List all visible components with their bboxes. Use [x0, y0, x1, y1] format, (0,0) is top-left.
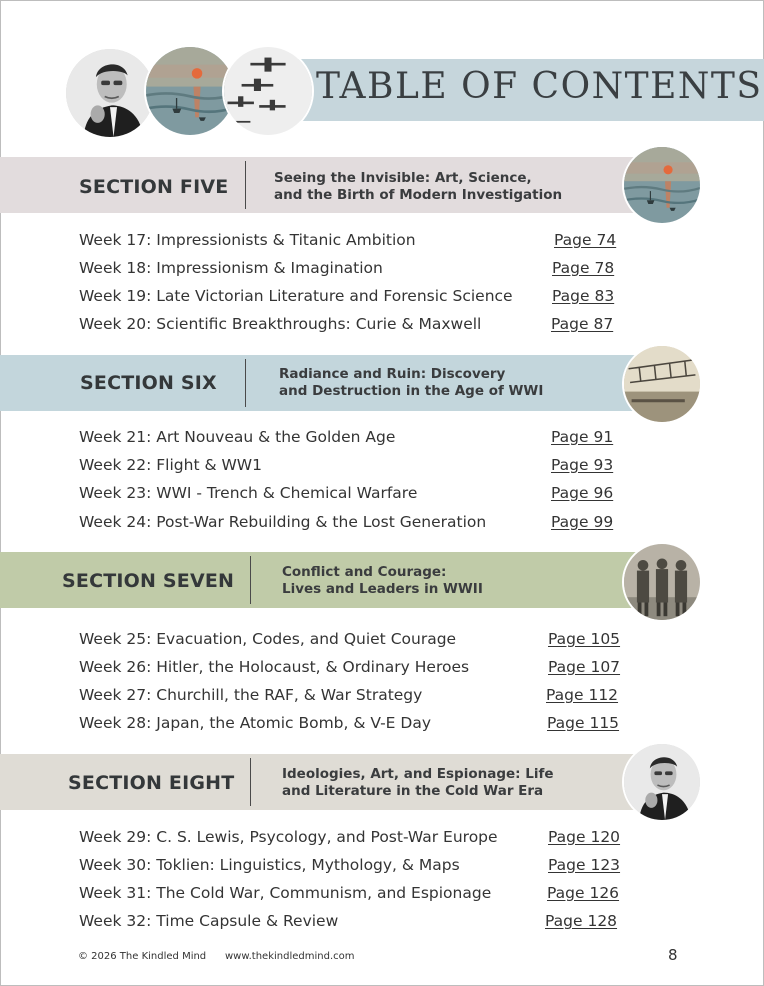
section-divider: [250, 758, 251, 806]
section-divider: [245, 161, 246, 209]
section-divider: [250, 556, 251, 604]
toc-page-link[interactable]: Page 126: [547, 884, 620, 902]
page-number: 8: [668, 946, 678, 964]
toc-page-link[interactable]: Page 74: [554, 231, 617, 249]
toc-page-link[interactable]: Page 107: [548, 658, 621, 676]
toc-row-title: Week 22: Flight & WW1: [79, 456, 262, 474]
toc-row[interactable]: [79, 658, 639, 682]
toc-row[interactable]: [79, 828, 639, 852]
page-title: TABLE OF CONTENTS: [316, 66, 763, 107]
toc-page-link[interactable]: Page 105: [548, 630, 621, 648]
toc-row-title: Week 30: Toklien: Linguistics, Mythology, & Maps: [79, 856, 460, 874]
toc-page-link[interactable]: Page 83: [552, 287, 615, 305]
toc-row[interactable]: [79, 630, 639, 654]
toc-row[interactable]: [79, 884, 639, 908]
section-seven-image: [622, 542, 702, 622]
section-eight-label: SECTION EIGHT: [68, 772, 235, 794]
toc-row-title: Week 32: Time Capsule & Review: [79, 912, 339, 930]
toc-row-title: Week 17: Impressionists & Titanic Ambition: [79, 231, 416, 249]
toc-page-link[interactable]: Page 87: [551, 315, 614, 333]
toc-row-title: Week 28: Japan, the Atomic Bomb, & V-E Day: [79, 714, 431, 732]
toc-row-title: Week 20: Scientific Breakthroughs: Curie & Maxwell: [79, 315, 482, 333]
toc-row[interactable]: [79, 513, 639, 537]
toc-row[interactable]: [79, 428, 639, 452]
section-six-subtitle: Radiance and Ruin: Discovery and Destruction in the Age of WWI: [279, 366, 544, 399]
toc-row-title: Week 29: C. S. Lewis, Psycology, and Post-War Europe: [79, 828, 498, 846]
toc-page-link[interactable]: Page 99: [551, 513, 614, 531]
toc-page-link[interactable]: Page 78: [552, 259, 615, 277]
toc-page-link[interactable]: Page 96: [551, 484, 614, 502]
section-seven-label: SECTION SEVEN: [62, 570, 235, 592]
section-six-image: [622, 344, 702, 424]
toc-row[interactable]: [79, 287, 639, 311]
footer-url-link[interactable]: www.thekindledmind.com: [225, 951, 355, 962]
toc-row[interactable]: [79, 456, 639, 480]
header-portrait-image: [64, 47, 156, 139]
toc-page-link[interactable]: Page 128: [545, 912, 618, 930]
toc-row[interactable]: [79, 856, 639, 880]
toc-row[interactable]: [79, 259, 639, 283]
toc-page-link[interactable]: Page 123: [548, 856, 621, 874]
toc-row-title: Week 21: Art Nouveau & the Golden Age: [79, 428, 396, 446]
section-eight-subtitle: Ideologies, Art, and Espionage: Life and Literature in the Cold War Era: [282, 766, 554, 799]
toc-row-title: Week 24: Post-War Rebuilding & the Lost Generation: [79, 513, 487, 531]
toc-row-title: Week 31: The Cold War, Communism, and Espionage: [79, 884, 492, 902]
toc-row-title: Week 23: WWI - Trench & Chemical Warfare: [79, 484, 418, 502]
toc-page-link[interactable]: Page 93: [551, 456, 614, 474]
toc-row-title: Week 26: Hitler, the Holocaust, & Ordinary Heroes: [79, 658, 470, 676]
toc-row-title: Week 19: Late Victorian Literature and Forensic Science: [79, 287, 513, 305]
toc-row[interactable]: [79, 714, 639, 738]
toc-row-title: Week 18: Impressionism & Imagination: [79, 259, 383, 277]
section-eight-image: [622, 742, 702, 822]
section-six-label: SECTION SIX: [80, 372, 217, 394]
toc-row[interactable]: [79, 231, 639, 255]
toc-row-title: Week 27: Churchill, the RAF, & War Strategy: [79, 686, 423, 704]
toc-page-link[interactable]: Page 112: [546, 686, 619, 704]
toc-page-link[interactable]: Page 115: [547, 714, 620, 732]
toc-row[interactable]: [79, 912, 639, 936]
toc-row[interactable]: [79, 686, 639, 710]
section-divider: [245, 359, 246, 407]
footer-copyright: © 2026 The Kindled Mind: [78, 951, 207, 962]
toc-row[interactable]: [79, 484, 639, 508]
section-five-image: [622, 145, 702, 225]
header-planes-image: [222, 45, 314, 137]
toc-row-title: Week 25: Evacuation, Codes, and Quiet Courage: [79, 630, 457, 648]
section-seven-subtitle: Conflict and Courage: Lives and Leaders in WWII: [282, 564, 483, 597]
toc-page-link[interactable]: Page 120: [548, 828, 621, 846]
toc-row[interactable]: [79, 315, 639, 339]
section-five-subtitle: Seeing the Invisible: Art, Science, and the Birth of Modern Investigation: [274, 170, 563, 203]
section-five-label: SECTION FIVE: [79, 176, 229, 198]
toc-page-link[interactable]: Page 91: [551, 428, 614, 446]
